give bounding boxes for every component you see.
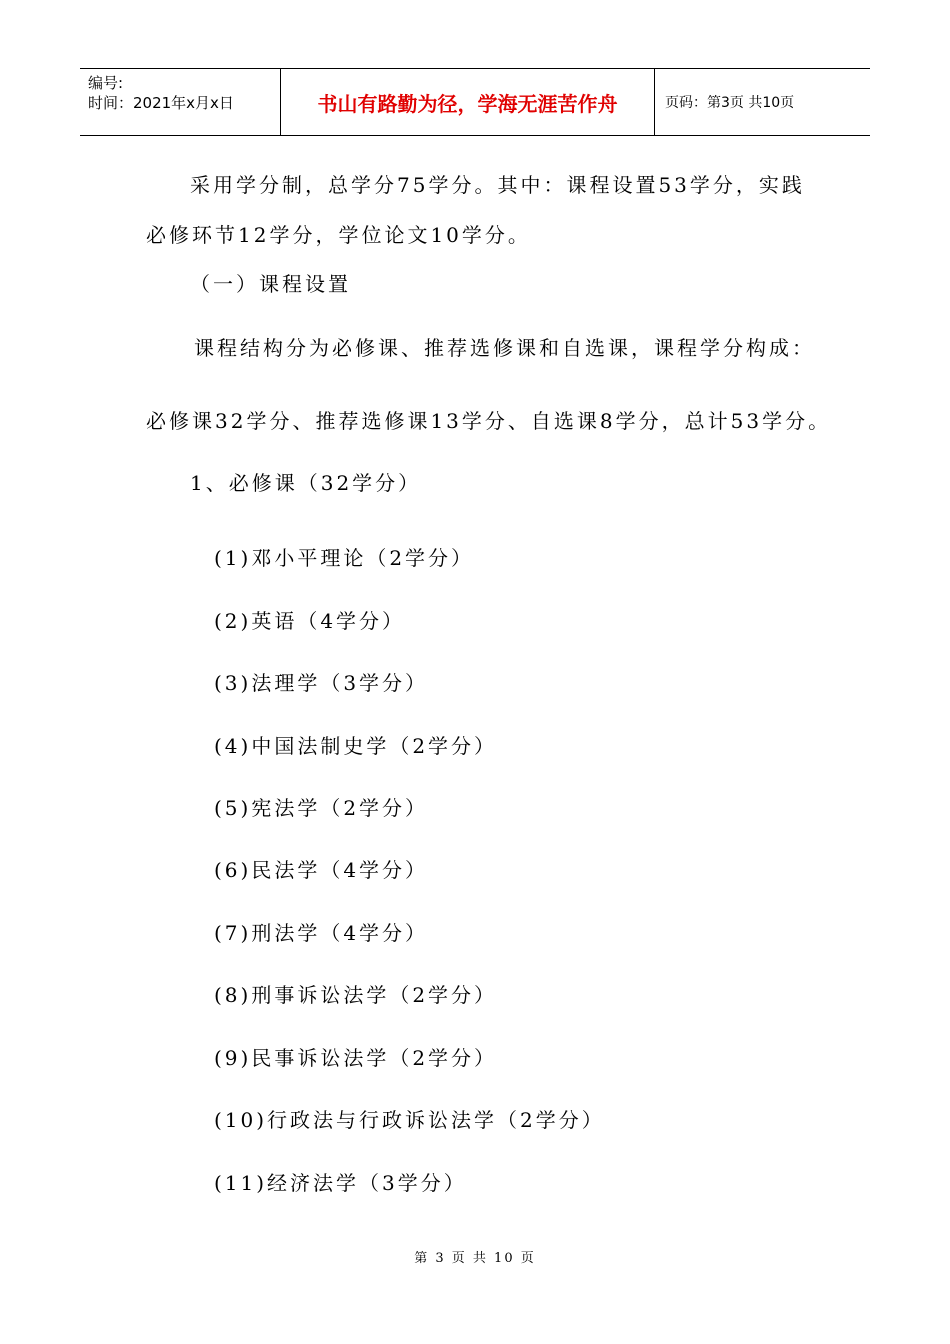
course-item: (2)英语（4学分）	[214, 609, 406, 633]
course-item: (1)邓小平理论（2学分）	[214, 546, 475, 570]
header-meta	[80, 69, 281, 135]
page-footer: 第 3 页 共 10 页	[414, 1251, 536, 1266]
course-item: (7)刑法学（4学分）	[214, 921, 429, 945]
course-item: (11)经济法学（3学分）	[214, 1171, 467, 1195]
required-courses-heading: 1、必修课（32学分）	[190, 471, 422, 495]
structure-line-1: 课程结构分为必修课、推荐选修课和自选课，课程学分构成：	[194, 336, 815, 360]
course-item: (5)宪法学（2学分）	[214, 796, 429, 820]
header-slogan: 书山有路勤为径，学海无涯苦作舟	[281, 69, 655, 135]
document-code-label: 编号:	[88, 74, 124, 92]
document-time: 时间：2021年x月x日	[88, 94, 234, 112]
intro-line-1: 采用学分制，总学分75学分。其中：课程设置53学分，实践	[190, 173, 805, 197]
header-page-info: 页码：第3页 共10页	[665, 95, 795, 111]
structure-line-2: 必修课32学分、推荐选修课13学分、自选课8学分，总计53学分。	[146, 409, 832, 433]
course-item: (10)行政法与行政诉讼法学（2学分）	[214, 1108, 605, 1132]
course-item: (4)中国法制史学（2学分）	[214, 734, 498, 758]
course-item: (3)法理学（3学分）	[214, 671, 429, 695]
course-item: (6)民法学（4学分）	[214, 858, 429, 882]
course-item: (9)民事诉讼法学（2学分）	[214, 1046, 498, 1070]
course-item: (8)刑事诉讼法学（2学分）	[214, 983, 498, 1007]
intro-line-2: 必修环节12学分，学位论文10学分。	[146, 223, 531, 247]
section-heading: （一）课程设置	[190, 272, 351, 296]
page-header	[80, 68, 870, 136]
